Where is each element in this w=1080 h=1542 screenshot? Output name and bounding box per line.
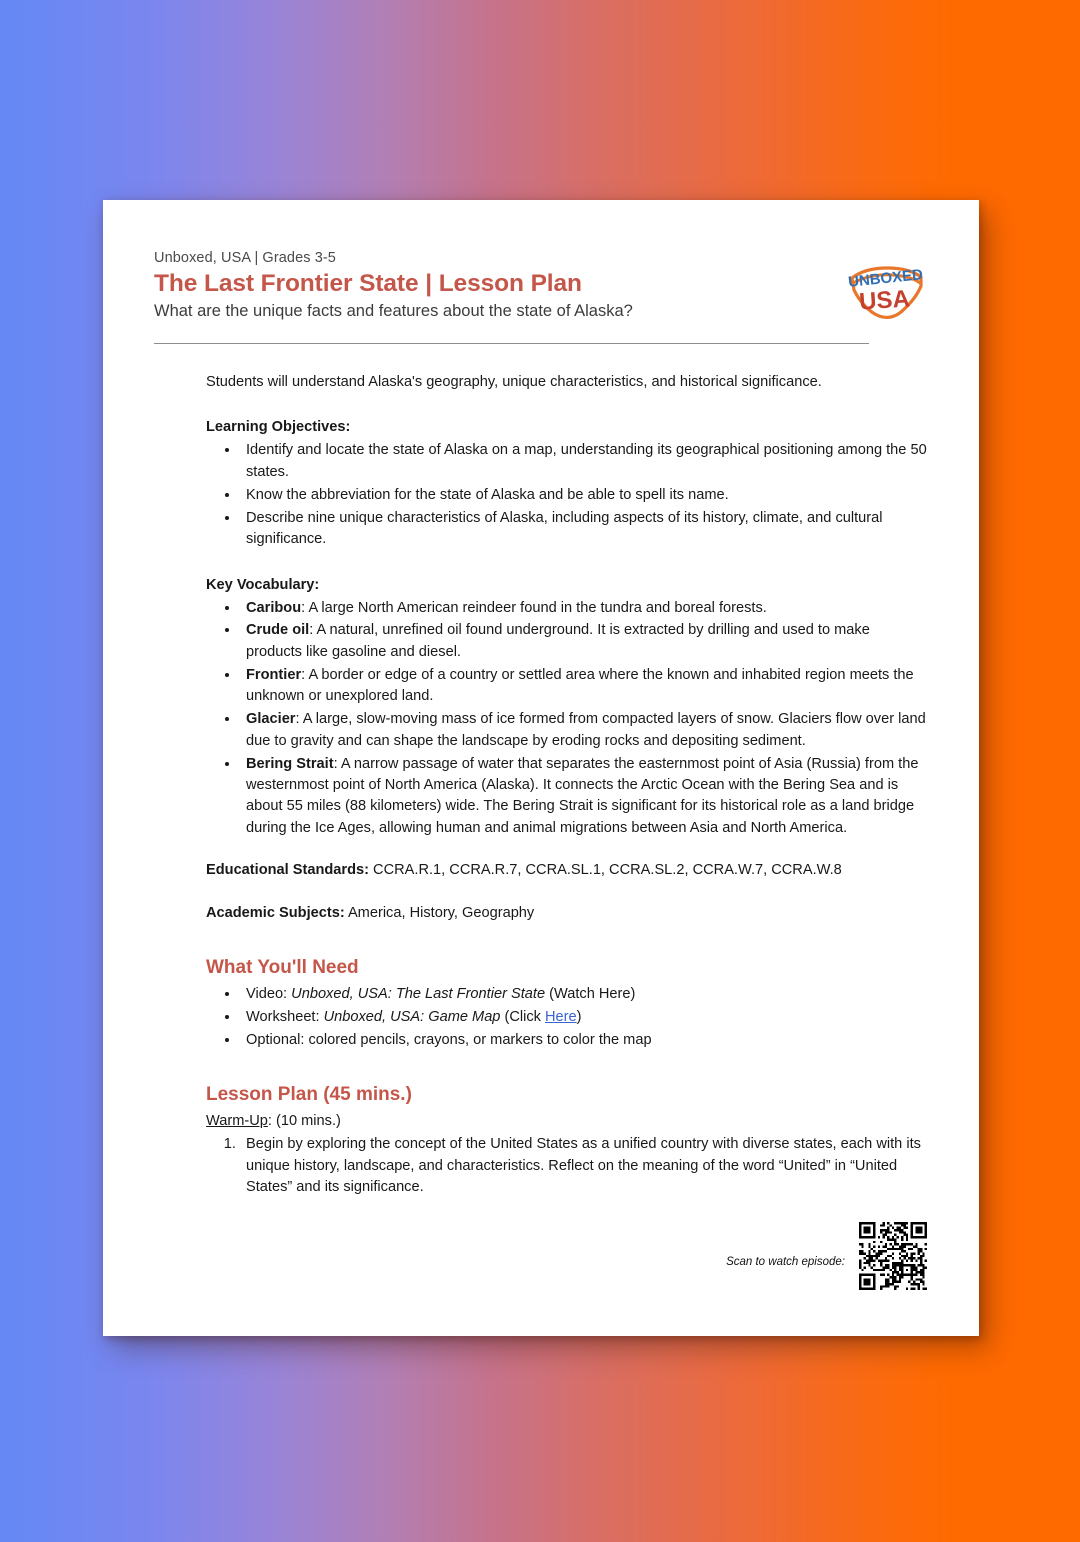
worksheet-title: Unboxed, USA: Game Map: [323, 1009, 501, 1026]
academic-subjects: [206, 903, 927, 924]
warm-up-steps-list: [206, 1134, 927, 1198]
worksheet-here-link[interactable]: Here: [545, 1009, 577, 1026]
list-item: [240, 665, 927, 708]
list-item: [240, 709, 927, 752]
what-youll-need-heading: What You'll Need: [206, 957, 359, 979]
logo-top-text: UNBOXED: [847, 266, 924, 291]
page-title: The Last Frontier State | Lesson Plan: [154, 270, 582, 297]
what-youll-need-list: [206, 984, 927, 1051]
vocab-term: Glacier: [246, 711, 296, 728]
warm-up-label: Warm-Up: [206, 1113, 268, 1130]
page-subtitle: What are the unique facts and features about the state of Alaska?: [154, 302, 633, 320]
warm-up-line: [206, 1111, 927, 1132]
list-item: [240, 620, 927, 663]
academic-subjects-label: Academic Subjects:: [206, 904, 345, 921]
academic-subjects-value: America, History, Geography: [344, 904, 535, 921]
document-header: [154, 250, 927, 344]
list-item: • Optional: colored pencils, crayons, or markers to color the map: [240, 1030, 927, 1051]
learning-objectives-label: Learning Objectives:: [206, 419, 351, 436]
vocab-definition: : A border or edge of a country or settled area where the known and inhabited region meets the unknown or unexplored land.: [246, 666, 914, 705]
list-item: [240, 1007, 927, 1028]
list-item: • Identify and locate the state of Alaska on a map, understanding its geographical positioning among the 50 states.: [240, 440, 927, 483]
key-vocabulary-list: [206, 598, 927, 840]
list-item: • Know the abbreviation for the state of Alaska and be able to spell its name.: [240, 485, 927, 506]
vocab-term: Bering Strait: [246, 755, 334, 772]
vocab-definition: : A large North American reindeer found in the tundra and boreal forests.: [301, 599, 767, 616]
qr-block: [726, 1222, 927, 1290]
learning-objectives-list: [206, 440, 927, 550]
vocab-term: Frontier: [246, 666, 302, 683]
lesson-plan-heading: Lesson Plan (45 mins.): [206, 1084, 412, 1106]
vocab-definition: : A narrow passage of water that separates the easternmost point of Asia (Russia) from the westernmost point of North America (Alaska). It connects the Arctic Ocean with the Bering Sea and is about 55 miles (88 kilometers) wide. The Bering Strait is significant for its historical role as a land bridge during the Ice Ages, allowing human and animal migrations between Asia and North America.: [246, 755, 919, 836]
worksheet-suffix: ): [576, 1009, 582, 1026]
vocab-term: Caribou: [246, 599, 302, 616]
vocab-definition: : A natural, unrefined oil found underground. It is extracted by drilling and used to make products like gasoline and diesel.: [246, 622, 870, 660]
lesson-plan-page: [103, 200, 979, 1336]
list-item: [240, 598, 927, 619]
document-body: [154, 372, 927, 1199]
worksheet-mid: (Click: [500, 1009, 546, 1026]
video-prefix: Video:: [246, 986, 292, 1003]
educational-standards-value: CCRA.R.1, CCRA.R.7, CCRA.SL.1, CCRA.SL.2, CCRA.W.7, CCRA.W.8: [369, 862, 842, 879]
header-divider: [154, 343, 869, 344]
key-vocabulary-label: Key Vocabulary:: [206, 576, 320, 593]
video-suffix: (Watch Here): [545, 986, 636, 1003]
list-item: [240, 984, 927, 1005]
logo-bottom-text: USA: [858, 285, 911, 316]
list-item: [240, 754, 927, 840]
vocab-definition: : A large, slow-moving mass of ice formed from compacted layers of snow. Glaciers flow over land due to gravity and can shape the landscape by eroding rocks and depositing sediment.: [246, 711, 926, 749]
intro-paragraph: Students will understand Alaska's geography, unique characteristics, and historical significance.: [206, 374, 822, 390]
qr-code[interactable]: [859, 1222, 927, 1290]
video-title: Unboxed, USA: The Last Frontier State: [291, 986, 546, 1003]
worksheet-prefix: Worksheet:: [246, 1009, 324, 1026]
list-item: • Describe nine unique characteristics of Alaska, including aspects of its history, climate, and cultural significance.: [240, 508, 927, 551]
qr-caption: Scan to watch episode:: [726, 1256, 845, 1268]
vocab-term: Crude oil: [246, 622, 310, 639]
unboxed-usa-logo: [847, 252, 925, 324]
warm-up-time: : (10 mins.): [267, 1113, 341, 1130]
header-kicker: Unboxed, USA | Grades 3-5: [154, 250, 336, 266]
educational-standards: [206, 860, 927, 881]
educational-standards-label: Educational Standards:: [206, 862, 369, 879]
list-item: 1. Begin by exploring the concept of the United States as a unified country with diverse states, each with its unique history, landscape, and characteristics. Reflect on the meaning of the word “United” in “United States” and its significance.: [240, 1134, 927, 1198]
